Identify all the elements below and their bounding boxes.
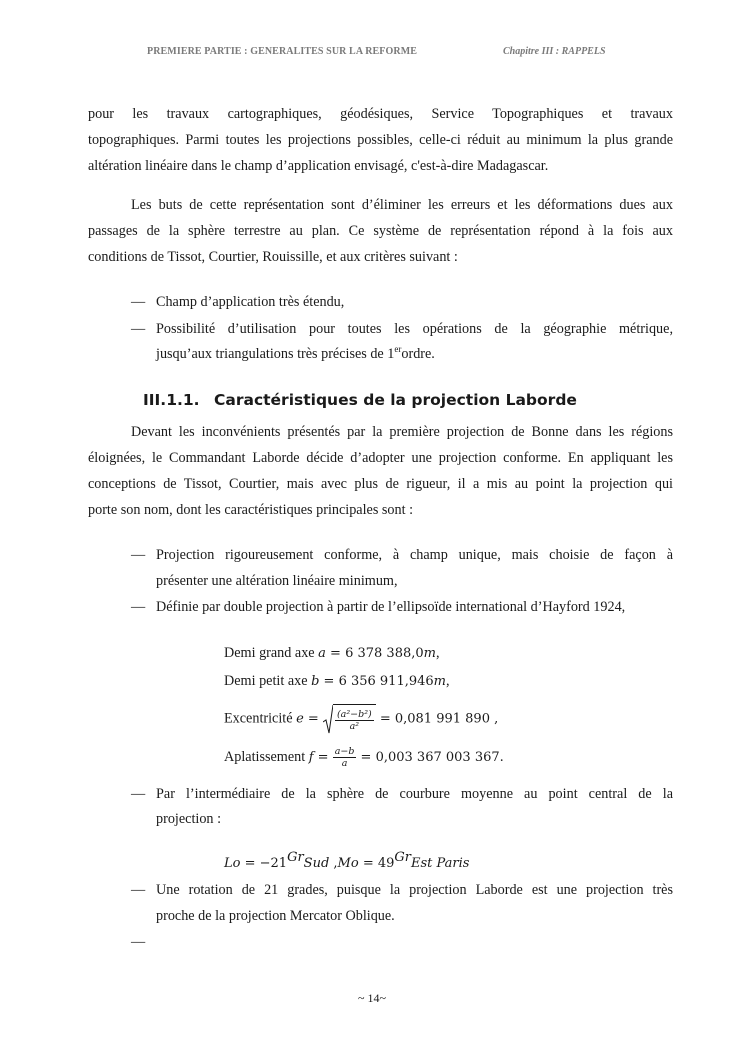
square-root: [323, 704, 376, 734]
list-bullet-dash: —: [131, 547, 146, 563]
formula-eccentricity: Excentricité e = $\frac{\text{(a²−b²)}}{\text{a²}}$ = 0,081 991 890 ,: [224, 704, 498, 734]
paragraph-line: altération linéaire dans le champ d’application envisagé, c'est-à-dire Madagascar.: [88, 158, 549, 174]
list-bullet-dash: —: [131, 882, 146, 898]
formula-central-point: $Lo = -21^{Gr}Sud$ $,Mo = 49^{Gr}Est$ Paris: [224, 850, 470, 871]
list-item-continuation: présenter une altération linéaire minimum,: [156, 573, 398, 589]
list-item: Champ d’application très étendu,: [156, 294, 345, 310]
flattening-fraction: $\frac{a-b}{a}$: [334, 746, 355, 770]
list-item-continuation: projection :: [156, 811, 222, 827]
list-item: Définie par double projection à partir de l’ellipsoïde international d’Hayford 1924,: [156, 599, 626, 615]
paragraph-line: conceptions de Tissot, Courtier, mais avec plus de rigueur, il a mis au point la projection qui: [88, 476, 673, 492]
list-item: Une rotation de 21 grades, puisque la projection Laborde est une projection très: [156, 882, 673, 898]
formula-semi-minor-axis: Demi petit axe b = 6 356 911,946m,: [224, 673, 450, 689]
eccentricity-fraction: $\frac{\text{(a²−b²)}}{\text{a²}}$: [336, 709, 372, 733]
list-bullet-dash: —: [131, 321, 146, 337]
running-header-left: PREMIERE PARTIE : GENERALITES SUR LA REFORME: [147, 46, 418, 57]
paragraph-line: éloignées, le Commandant Laborde décide d’adopter une projection conforme. En appliquant les: [88, 450, 673, 466]
paragraph-line: passages de la sphère terrestre au plan. Ce système de représentation répond à la fois aux: [88, 223, 673, 239]
page-number: ~ 14~: [358, 991, 386, 1005]
paragraph-line: topographiques. Parmi toutes les projections possibles, celle-ci réduit au minimum la plus grande: [88, 132, 673, 148]
list-bullet-dash: —: [131, 934, 146, 950]
list-bullet-dash: —: [131, 599, 146, 615]
list-item: Possibilité d’utilisation pour toutes les opérations de la géographie métrique,: [156, 321, 673, 337]
formula-flattening: Aplatissement f = $\frac{a-b}{a}$ = 0,003 367 003 367.: [224, 746, 504, 770]
list-item: Par l’intermédiaire de la sphère de courbure moyenne au point central de la: [156, 786, 673, 802]
list-bullet-dash: —: [131, 786, 146, 802]
list-item-continuation: proche de la projection Mercator Oblique.: [156, 908, 395, 924]
formula-semi-major-axis: Demi grand axe a = 6 378 388,0m,: [224, 645, 440, 661]
list-item-continuation: jusqu’aux triangulations très précises de 1erordre.: [156, 344, 435, 362]
paragraph-line: Devant les inconvénients présentés par la première projection de Bonne dans les régions: [131, 424, 673, 440]
paragraph-line: pour les travaux cartographiques, géodésiques, Service Topographiques et travaux: [88, 106, 673, 122]
paragraph-line: conditions de Tissot, Courtier, Rouissille, et aux critères suivant :: [88, 249, 458, 265]
section-number: III.1.1.: [143, 391, 200, 409]
paragraph-line: Les buts de cette représentation sont d’éliminer les erreurs et les déformations dues aux: [131, 197, 673, 213]
paragraph-line: porte son nom, dont les caractéristiques principales sont :: [88, 502, 414, 518]
list-item: Projection rigoureusement conforme, à champ unique, mais choisie de façon à: [156, 547, 673, 563]
running-header-right: Chapitre III : RAPPELS: [503, 46, 606, 57]
list-bullet-dash: —: [131, 294, 146, 310]
section-heading: [143, 389, 577, 411]
section-title: Caractéristiques de la projection Laborde: [214, 391, 577, 409]
